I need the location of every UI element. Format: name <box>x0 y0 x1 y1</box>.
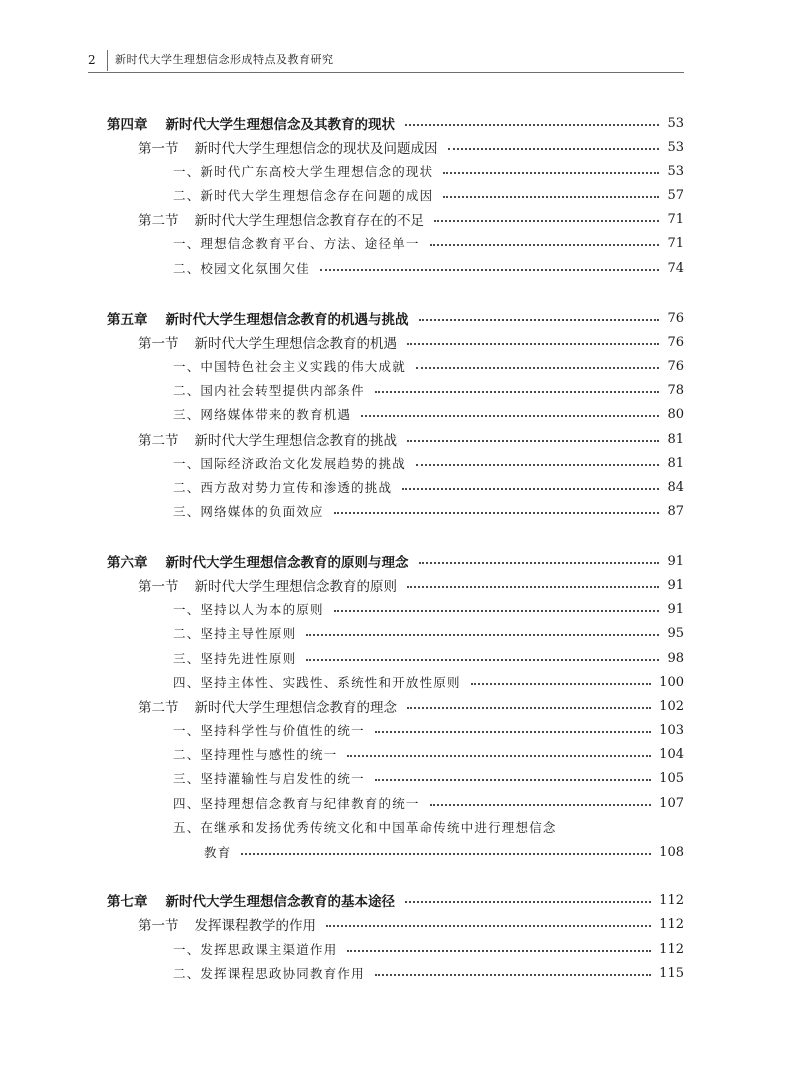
dot-leader <box>407 343 659 345</box>
toc-item[interactable] <box>0 742 684 766</box>
dot-leader <box>430 804 652 806</box>
toc-item[interactable] <box>0 475 684 499</box>
dot-leader <box>443 172 659 174</box>
page-ref: 100 <box>659 674 684 690</box>
page-ref: 53 <box>667 163 684 179</box>
dot-leader <box>334 610 660 612</box>
chapter-title: 新时代大学生理想信念教育的原则与理念 <box>165 555 409 571</box>
page-ref: 80 <box>667 406 684 422</box>
section-title: 新时代大学生理想信念教育的原则 <box>194 579 397 595</box>
dot-leader <box>419 319 660 321</box>
dot-leader <box>241 853 651 855</box>
dot-leader <box>306 659 659 661</box>
page-ref: 91 <box>667 577 684 593</box>
item-title: 五、在继承和发扬优秀传统文化和中国革命传统中进行理想信念 <box>173 820 557 835</box>
dot-leader <box>416 367 660 369</box>
section-number: 第二节 <box>138 700 179 716</box>
chapter-title: 新时代大学生理想信念教育的机遇与挑战 <box>165 312 409 328</box>
page-ref: 57 <box>667 187 684 203</box>
dot-leader <box>471 683 651 685</box>
toc-section[interactable] <box>0 135 684 159</box>
item-title: 三、网络媒体带来的教育机遇 <box>173 407 352 422</box>
page-ref: 91 <box>667 553 684 569</box>
page-ref: 71 <box>667 211 684 227</box>
page-ref: 53 <box>667 115 684 131</box>
dot-leader <box>448 148 660 150</box>
item-title: 三、坚持先进性原则 <box>173 651 297 666</box>
dot-leader <box>334 512 660 514</box>
dot-leader <box>347 755 651 757</box>
section-number: 第一节 <box>138 918 179 934</box>
page-ref: 103 <box>659 722 684 738</box>
toc-section[interactable] <box>0 694 684 718</box>
toc-item[interactable] <box>0 621 684 645</box>
dot-leader <box>361 415 659 417</box>
page-ref: 71 <box>667 235 684 251</box>
item-title: 二、坚持主导性原则 <box>173 626 297 641</box>
dot-leader <box>419 562 660 564</box>
section-number: 第二节 <box>138 433 179 449</box>
item-title: 二、坚持理性与感性的统一 <box>173 747 338 762</box>
toc-item[interactable] <box>0 961 684 985</box>
section-title: 新时代大学生理想信念教育存在的不足 <box>194 213 424 229</box>
dot-leader <box>347 950 651 952</box>
dot-leader <box>326 925 651 927</box>
item-title: 二、发挥课程思政协同教育作用 <box>173 966 365 981</box>
toc-section[interactable] <box>0 573 684 597</box>
page-ref: 112 <box>659 892 684 908</box>
page-number: 2 <box>88 53 96 67</box>
toc-item[interactable] <box>0 499 684 523</box>
chapter-number: 第五章 <box>107 312 148 328</box>
page-ref: 91 <box>667 601 684 617</box>
dot-leader <box>407 440 659 442</box>
item-title: 一、发挥思政课主渠道作用 <box>173 942 338 957</box>
page-ref: 76 <box>667 310 684 326</box>
dot-leader <box>306 634 659 636</box>
toc-item[interactable] <box>0 937 684 961</box>
section-title: 新时代大学生理想信念教育的理念 <box>194 700 397 716</box>
item-title: 三、坚持灌输性与启发性的统一 <box>173 771 365 786</box>
toc-item[interactable] <box>0 451 684 475</box>
dot-leader <box>375 731 651 733</box>
page-ref: 112 <box>659 941 684 957</box>
page-ref: 102 <box>659 698 684 714</box>
section-title: 新时代大学生理想信念的现状及问题成因 <box>194 141 438 157</box>
dot-leader <box>405 124 659 126</box>
page-ref: 112 <box>659 916 684 932</box>
page-ref: 76 <box>667 358 684 374</box>
toc-item[interactable] <box>0 159 684 183</box>
dot-leader <box>402 488 659 490</box>
page-ref: 87 <box>667 503 684 519</box>
item-title: 一、中国特色社会主义实践的伟大成就 <box>173 359 406 374</box>
item-title: 一、坚持以人为本的原则 <box>173 602 324 617</box>
section-title: 新时代大学生理想信念教育的机遇 <box>194 336 397 352</box>
page-ref: 98 <box>667 650 684 666</box>
item-title-continuation: 教育 <box>204 845 232 860</box>
toc-section[interactable] <box>0 912 684 936</box>
toc-chapter[interactable] <box>0 111 684 135</box>
chapter-number: 第四章 <box>107 117 148 133</box>
item-title: 一、坚持科学性与价值性的统一 <box>173 723 365 738</box>
toc-chapter[interactable] <box>0 888 684 912</box>
toc-chapter[interactable] <box>0 306 684 330</box>
section-title: 发挥课程教学的作用 <box>194 918 316 934</box>
section-title: 新时代大学生理想信念教育的挑战 <box>194 433 397 449</box>
toc-item-wrapped[interactable] <box>0 815 684 839</box>
item-title: 二、校园文化氛围欠佳 <box>173 261 311 276</box>
section-number: 第一节 <box>138 141 179 157</box>
dot-leader <box>375 779 651 781</box>
item-title: 二、新时代大学生理想信念存在问题的成因 <box>173 188 434 203</box>
section-number: 第一节 <box>138 579 179 595</box>
dot-leader <box>320 269 659 271</box>
toc-item-continuation[interactable] <box>0 840 684 864</box>
toc-item[interactable] <box>0 646 684 670</box>
page-ref: 115 <box>659 965 684 981</box>
page-ref: 74 <box>667 260 684 276</box>
dot-leader <box>375 974 651 976</box>
section-number: 第二节 <box>138 213 179 229</box>
toc-item[interactable] <box>0 231 684 255</box>
dot-leader <box>434 220 659 222</box>
item-title: 一、国际经济政治文化发展趋势的挑战 <box>173 456 406 471</box>
page-ref: 78 <box>667 382 684 398</box>
toc-item[interactable] <box>0 378 684 402</box>
dot-leader <box>443 196 659 198</box>
toc-item[interactable] <box>0 718 684 742</box>
item-title: 三、网络媒体的负面效应 <box>173 504 324 519</box>
dot-leader <box>375 391 660 393</box>
item-title: 二、西方敌对势力宣传和渗透的挑战 <box>173 480 393 495</box>
page-ref: 81 <box>667 431 684 447</box>
chapter-number: 第七章 <box>107 894 148 910</box>
book-title: 新时代大学生理想信念形成特点及教育研究 <box>115 53 334 66</box>
chapter-number: 第六章 <box>107 555 148 571</box>
item-title: 四、坚持理想信念教育与纪律教育的统一 <box>173 796 420 811</box>
page-ref: 81 <box>667 455 684 471</box>
dot-leader <box>407 707 651 709</box>
page-ref: 105 <box>659 770 684 786</box>
dot-leader <box>407 586 659 588</box>
item-title: 二、国内社会转型提供内部条件 <box>173 383 365 398</box>
page-ref: 53 <box>667 139 684 155</box>
dot-leader <box>416 464 660 466</box>
toc-item[interactable] <box>0 597 684 621</box>
toc-item[interactable] <box>0 670 684 694</box>
page-ref: 104 <box>659 746 684 762</box>
toc-item[interactable] <box>0 791 684 815</box>
toc-section[interactable] <box>0 207 684 231</box>
item-title: 四、坚持主体性、实践性、系统性和开放性原则 <box>173 675 461 690</box>
toc-item[interactable] <box>0 256 684 280</box>
page-ref: 95 <box>667 625 684 641</box>
toc-chapter[interactable] <box>0 549 684 573</box>
section-number: 第一节 <box>138 336 179 352</box>
toc-item[interactable] <box>0 402 684 426</box>
dot-leader <box>405 901 651 903</box>
page-ref: 76 <box>667 334 684 350</box>
chapter-title: 新时代大学生理想信念及其教育的现状 <box>165 117 395 133</box>
page-ref: 84 <box>667 479 684 495</box>
toc-item[interactable] <box>0 354 684 378</box>
running-header <box>88 50 684 73</box>
dot-leader <box>430 244 660 246</box>
page-ref: 108 <box>659 844 684 860</box>
toc-item[interactable] <box>0 766 684 790</box>
item-title: 一、新时代广东高校大学生理想信念的现状 <box>173 164 434 179</box>
chapter-title: 新时代大学生理想信念教育的基本途径 <box>165 894 395 910</box>
page-ref: 107 <box>659 795 684 811</box>
header-separator <box>107 50 108 71</box>
toc-item[interactable] <box>0 183 684 207</box>
item-title: 一、理想信念教育平台、方法、途径单一 <box>173 236 420 251</box>
toc-section[interactable] <box>0 330 684 354</box>
toc-section[interactable] <box>0 427 684 451</box>
